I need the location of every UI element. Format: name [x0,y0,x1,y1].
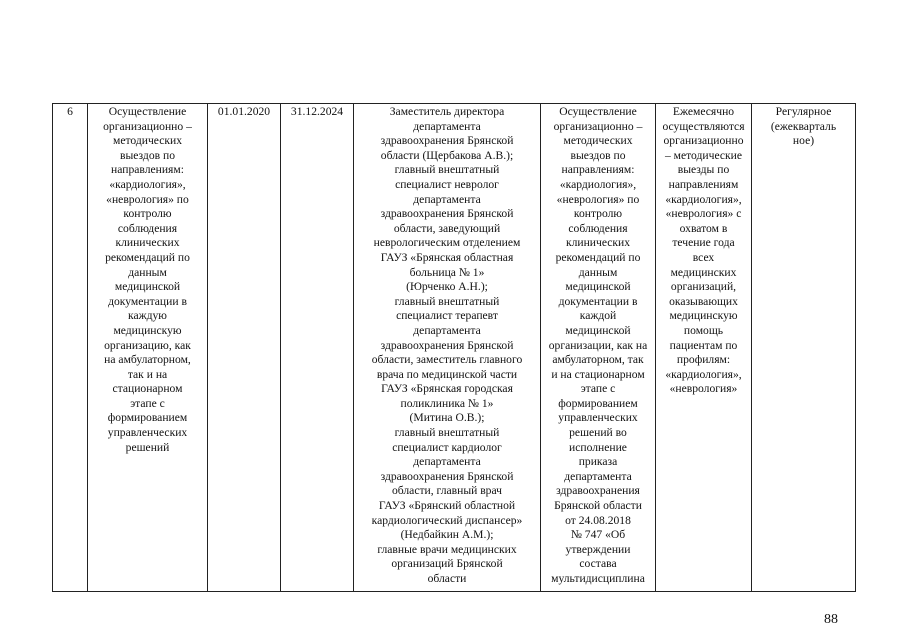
text-line: организационно – [553,119,643,133]
text-line: Заместитель директора [389,105,505,118]
text-line: от 24.08.2018 [565,513,631,527]
end-date: 31.12.2024 [290,105,344,118]
text-line: оказывающих [669,294,738,308]
text-line: области, главный врач [391,484,502,498]
result-cell [541,104,656,592]
text-line: соблюдения [568,221,628,235]
text-line: этапе с [130,396,165,410]
text-line: (Митина О.В.); [409,411,485,425]
text-line: здравоохранения Брянской [380,469,514,483]
indicator-cell [656,104,752,592]
text-line: ГАУЗ «Брянский областной [378,499,516,513]
text-line: области (Щербакова А.В.); [380,148,514,162]
table-row [53,104,856,592]
text-line: специалист кардиолог [392,440,502,454]
text-line: исполнение [569,440,627,454]
text-line: области, заместитель главного [371,353,523,367]
text-line: Брянской области [554,499,642,513]
text-line: выездов по [120,148,175,162]
text-line: методических [112,134,182,148]
responsible-text [356,105,538,587]
text-line: области, заведующий [393,221,501,235]
text-line: области [427,572,467,585]
text-line: медицинских [670,265,737,279]
text-line: данным [578,265,618,279]
indicator-text [658,105,749,397]
text-line: департамента [564,469,632,483]
text-line: документации в [108,294,187,308]
text-line: формированием [107,411,188,425]
text-line: решений [125,440,170,454]
text-line: здравоохранения Брянской [380,207,514,221]
text-line: ГАУЗ «Брянская областная [380,250,514,264]
text-line: медицинскую [113,323,182,337]
text-line: контролю [573,207,623,221]
text-line: формированием [558,396,638,410]
text-line: (Недбайкин А.М.); [400,528,494,542]
text-line: организации, как на [548,338,648,352]
text-line: помощь [683,323,724,337]
text-line: Осуществление [108,105,187,118]
text-line: направлениям: [111,163,184,177]
text-line: Ежемесячно [672,105,735,118]
text-line: № 747 «Об [570,528,626,542]
text-line: так и на [127,367,168,381]
text-line: «неврология» по [556,192,640,206]
text-line: клинических [115,236,180,250]
text-line: направлениям: [561,163,635,177]
text-line: неврологическим отделением [373,236,521,250]
text-line: «кардиология», [109,177,186,191]
text-line: «неврология» [669,382,738,396]
text-line: организационно – [103,119,192,133]
text-line: главные врачи медицинских [377,542,517,556]
row-number: 6 [67,105,73,118]
text-line: клинических [565,236,631,250]
text-line: рекомендаций по [105,250,190,264]
text-line: утверждении [565,542,631,556]
text-line: пациентам по [669,338,738,352]
text-line: (ежекварталь [770,119,837,133]
text-line: приказа [578,455,618,469]
text-line: департамента [413,119,481,133]
start-date-cell [208,104,281,592]
text-line: больница № 1» [409,265,485,279]
text-line: этапе с [580,382,616,396]
text-line: каждую [128,309,167,323]
text-line: врача по медицинской части [376,367,518,381]
text-line: «неврология» с [665,207,742,221]
text-line: специалист невролог [395,177,499,191]
text-line: «кардиология», [665,367,742,381]
text-line: профилям: [676,353,731,367]
text-line: на амбулаторном, [104,353,191,367]
text-line: департамента [413,455,481,469]
text-line: мультидисциплина [551,572,645,585]
periodicity-cell [752,104,856,592]
text-line: стационарном [112,382,183,396]
text-line: Осуществление [559,105,637,118]
page-number: 88 [824,612,838,627]
text-line: главный внештатный [394,426,500,440]
result-text [543,105,653,587]
text-line: охватом в [679,221,728,235]
text-line: организаций, [670,280,737,294]
text-line: «неврология» по [106,192,189,206]
text-line: Регулярное [775,105,832,118]
text-line: медицинской [565,280,631,294]
row-number-cell [53,104,88,592]
text-line: (Юрченко А.Н.); [406,280,488,294]
text-line: всех [692,250,715,264]
text-line: специалист терапевт [396,309,498,323]
text-line: здравоохранения [556,484,640,498]
text-line: организаций Брянской [391,557,503,571]
text-line: главный внештатный [394,294,500,308]
text-line: поликлиника № 1» [400,396,494,410]
text-line: организацию, как [104,338,191,352]
end-date-cell [281,104,354,592]
start-date: 01.01.2020 [217,105,271,118]
text-line: «кардиология», [559,177,637,191]
text-line: управленческих [558,411,638,425]
text-line: управленческих [107,426,188,440]
text-line: документации в [558,294,638,308]
text-line: методических [563,134,633,148]
text-line: организационно [663,134,744,148]
text-line: данным [128,265,167,279]
responsible-cell [354,104,541,592]
activity-table [52,103,856,592]
text-line: состава [579,557,617,571]
text-line: осуществляются [662,119,745,133]
text-line: здравоохранения Брянской [380,338,514,352]
text-line: решений во [569,426,627,440]
event-text [90,105,205,455]
text-line: течение года [672,236,735,250]
text-line: выезды по [677,163,730,177]
event-cell [88,104,208,592]
text-line: медицинской [114,280,181,294]
text-line: департамента [413,192,481,206]
text-line: медицинскую [669,309,738,323]
text-line: главный внештатный [394,163,500,177]
periodicity-text [754,105,853,149]
text-line: – методические [664,148,743,162]
text-line: здравоохранения Брянской [380,134,514,148]
text-line: ГАУЗ «Брянская городская [381,382,513,396]
text-line: кардиологический диспансер» [371,513,523,527]
text-line: и на стационарном [551,367,645,381]
text-line: «кардиология», [665,192,742,206]
text-line: медицинской [565,323,631,337]
text-line: направлениям [668,177,739,191]
text-line: ное) [792,134,815,148]
text-line: амбулаторном, так [552,353,644,367]
text-line: контролю [123,207,172,221]
text-line: соблюдения [117,221,178,235]
text-line: выездов по [570,148,626,162]
text-line: департамента [413,323,481,337]
text-line: каждой [579,309,617,323]
text-line: рекомендаций по [555,250,641,264]
